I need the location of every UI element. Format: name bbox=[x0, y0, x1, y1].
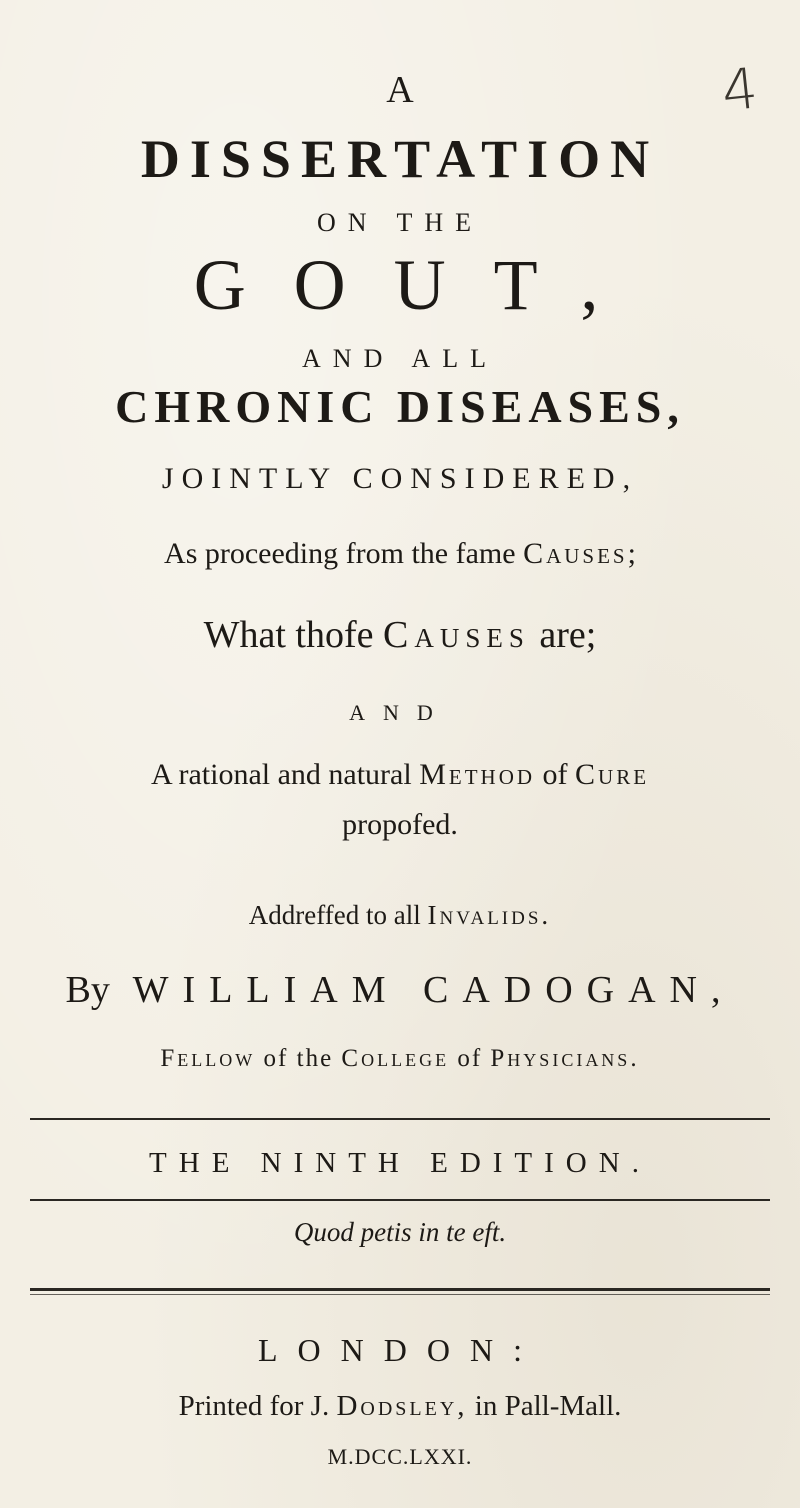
subtitle-proposed: propofed. bbox=[342, 808, 458, 841]
imprint-printer-line bbox=[0, 1390, 800, 1423]
divider-rule bbox=[30, 1288, 770, 1291]
addressed-line bbox=[0, 900, 800, 931]
title-jointly-considered: JOINTLY CONSIDERED, bbox=[161, 462, 639, 495]
addressed-prefix: Addreffed to all bbox=[248, 900, 421, 930]
title-and-all: AND ALL bbox=[302, 344, 498, 373]
printed-suffix: in Pall-Mall. bbox=[474, 1390, 622, 1422]
fellow-of-the: of the bbox=[263, 1045, 334, 1072]
printed-prefix: Printed for J. bbox=[178, 1390, 330, 1422]
author-name: WILLIAM CADOGAN, bbox=[132, 969, 735, 1011]
what-prefix: What thofe bbox=[203, 614, 374, 656]
divider-rule bbox=[30, 1294, 770, 1295]
title-chronic-diseases: CHRONIC DISEASES, bbox=[115, 381, 685, 432]
imprint-city: LONDON: bbox=[258, 1332, 542, 1368]
title-dissertation: DISSERTATION bbox=[140, 129, 660, 189]
page-number: 4 bbox=[718, 56, 761, 125]
what-causes: Causes bbox=[383, 614, 530, 656]
rational-method: Method bbox=[419, 758, 536, 791]
imprint-date: M.DCC.LXXI. bbox=[327, 1444, 473, 1469]
proceeding-prefix: As proceeding from the fame bbox=[164, 537, 516, 570]
author-line bbox=[0, 968, 800, 1012]
subtitle-what-causes bbox=[0, 613, 800, 657]
subtitle-proceeding bbox=[0, 537, 800, 571]
fellow-college: College bbox=[341, 1045, 450, 1072]
rational-of: of bbox=[542, 758, 568, 791]
divider-rule bbox=[30, 1199, 770, 1201]
author-affiliation bbox=[0, 1045, 800, 1073]
edition-line: THE NINTH EDITION. bbox=[149, 1147, 651, 1179]
subtitle-rational-method bbox=[0, 758, 800, 792]
printer-name: Dodsley, bbox=[336, 1390, 468, 1422]
title-article: A bbox=[386, 69, 414, 111]
by-word: By bbox=[65, 969, 110, 1011]
fellow-of: of bbox=[457, 1045, 483, 1072]
fellow-word: Fellow bbox=[160, 1045, 256, 1072]
title-gout: GOUT, bbox=[193, 245, 647, 325]
what-suffix: are; bbox=[539, 614, 597, 656]
subtitle-and: AND bbox=[349, 700, 451, 725]
rational-prefix: A rational and natural bbox=[150, 758, 412, 791]
fellow-physicians: Physicians. bbox=[490, 1045, 640, 1072]
motto: Quod petis in te eft. bbox=[293, 1217, 507, 1247]
rational-cure: Cure bbox=[575, 758, 650, 791]
addressed-invalids: Invalids. bbox=[427, 900, 552, 930]
title-on-the: ON THE bbox=[316, 208, 484, 237]
proceeding-causes: Causes bbox=[523, 537, 628, 570]
proceeding-suffix: ; bbox=[627, 537, 636, 570]
divider-rule bbox=[30, 1118, 770, 1120]
